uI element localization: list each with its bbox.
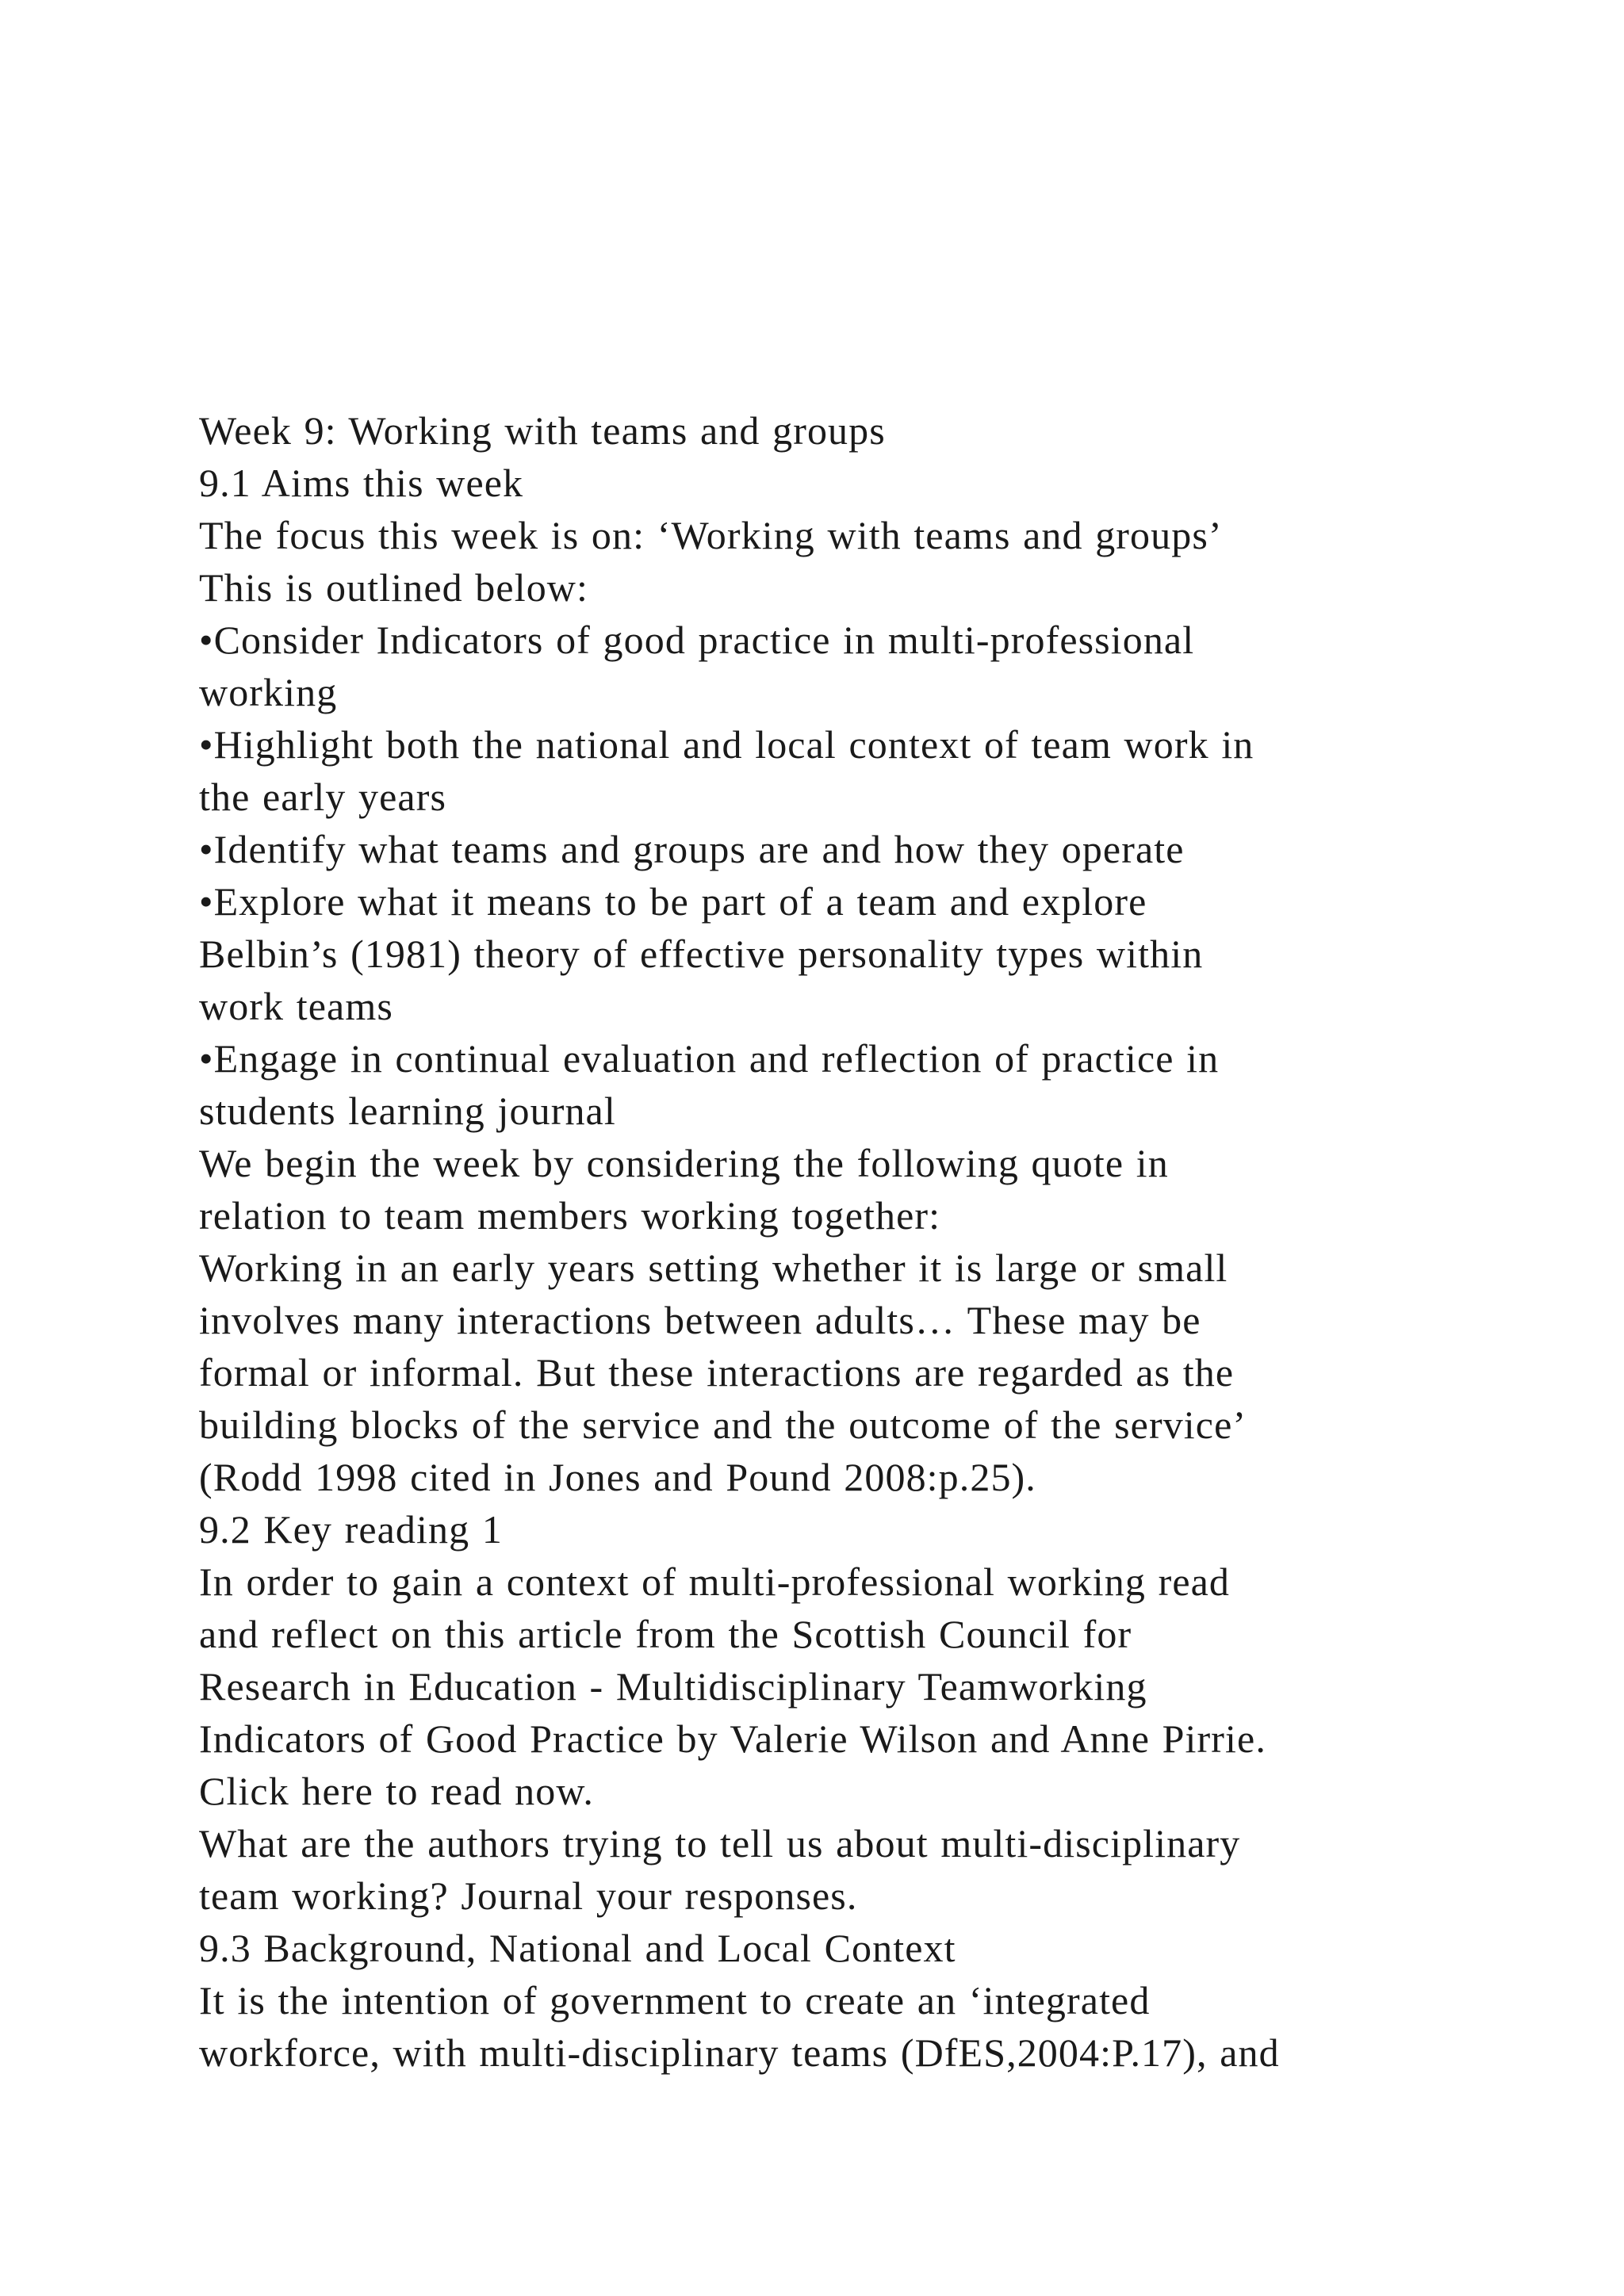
quote-citation: (Rodd 1998 cited in Jones and Pound 2008:p.25). (199, 1455, 1036, 1499)
text-line: the early years (199, 775, 447, 819)
heading-9-3-background: 9.3 Background, National and Local Context (199, 1926, 956, 1970)
text-line: Indicators of Good Practice by Valerie Wilson and Anne Pirrie. (199, 1716, 1266, 1761)
text-line: team working? Journal your responses. (199, 1873, 858, 1918)
quote-line: Working in an early years setting whether it is large or small (199, 1246, 1228, 1290)
quote-line: involves many interactions between adults… These may be (199, 1298, 1201, 1342)
text-line: relation to team members working together: (199, 1193, 941, 1238)
heading-9-1-aims: 9.1 Aims this week (199, 461, 524, 505)
read-now-link-text: Click here to read now. (199, 1769, 594, 1813)
text-line: and reflect on this article from the Scottish Council for (199, 1612, 1132, 1656)
text-line: What are the authors trying to tell us about multi-disciplinary (199, 1821, 1241, 1866)
heading-9-2-key-reading: 9.2 Key reading 1 (199, 1507, 503, 1552)
text-line: It is the intention of government to create an ‘integrated (199, 1978, 1151, 2022)
text-line: In order to gain a context of multi-professional working read (199, 1559, 1231, 1604)
text-line: work teams (199, 984, 393, 1028)
document-body (199, 404, 1547, 2079)
bullet-item: •Explore what it means to be part of a team and explore (199, 879, 1147, 924)
text-line: Research in Education - Multidisciplinary Teamworking (199, 1664, 1147, 1709)
bullet-item: •Identify what teams and groups are and how they operate (199, 827, 1185, 871)
heading-week-9: Week 9: Working with teams and groups (199, 408, 886, 453)
bullet-item: •Engage in continual evaluation and reflection of practice in (199, 1036, 1220, 1081)
bullet-item: •Consider Indicators of good practice in multi-professional (199, 618, 1195, 662)
text-line: workforce, with multi-disciplinary teams (DfES,2004:P.17), and (199, 2030, 1280, 2075)
bullet-item: •Highlight both the national and local context of team work in (199, 722, 1254, 767)
quote-line: building blocks of the service and the outcome of the service’ (199, 1402, 1247, 1447)
text-line: We begin the week by considering the following quote in (199, 1141, 1169, 1185)
text-line: working (199, 670, 338, 714)
text-line: This is outlined below: (199, 565, 588, 610)
text-line: Belbin’s (1981) theory of effective personality types within (199, 932, 1204, 976)
text-line: The focus this week is on: ‘Working with teams and groups’ (199, 513, 1223, 557)
text-line: students learning journal (199, 1089, 616, 1133)
quote-line: formal or informal. But these interactions are regarded as the (199, 1350, 1235, 1395)
